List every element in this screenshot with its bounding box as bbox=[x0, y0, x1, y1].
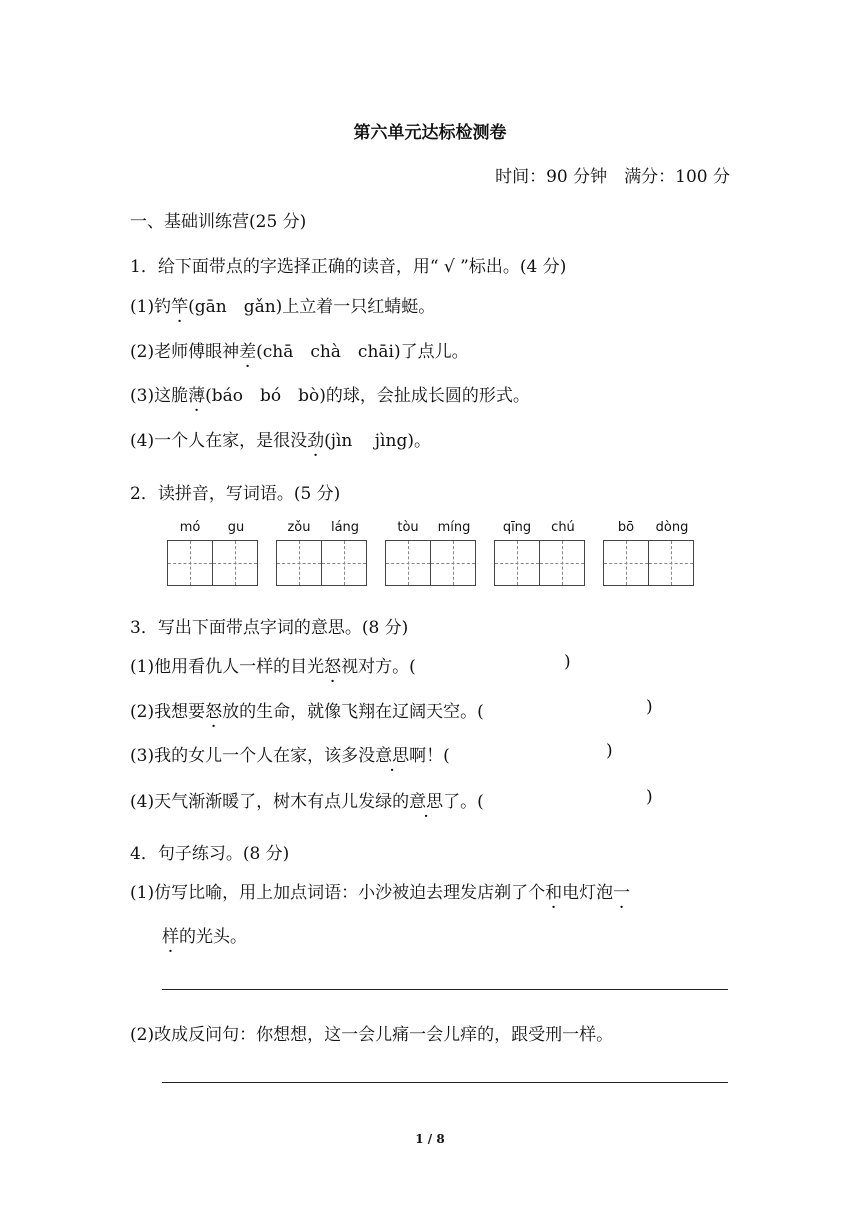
q1-item: (2)老师傅眼神差(chā chà chāi)了点儿。 bbox=[130, 342, 469, 362]
pinyin-label: qīng bbox=[502, 520, 532, 535]
answer-paren-close: ) bbox=[606, 741, 613, 761]
dotted-char: 怒 bbox=[205, 702, 223, 722]
writing-box[interactable] bbox=[539, 540, 585, 586]
writing-box[interactable] bbox=[494, 540, 540, 586]
page-title: 第六单元达标检测卷 bbox=[353, 123, 507, 143]
dotted-char: 意思 bbox=[409, 792, 444, 812]
q3-item: (4)天气渐渐暖了，树木有点儿发绿的意思了。( bbox=[130, 792, 484, 812]
pinyin-box-group[interactable] bbox=[167, 520, 259, 586]
pinyin-box-group[interactable] bbox=[276, 520, 368, 586]
writing-box[interactable] bbox=[321, 540, 367, 586]
q3-item: (3)我的女儿一个人在家，该多没意思啊！( bbox=[130, 746, 450, 766]
dotted-char: 意思 bbox=[375, 746, 410, 766]
pinyin-box-group[interactable] bbox=[603, 520, 695, 586]
dotted-char: 怒 bbox=[324, 657, 342, 677]
dotted-char: 和 bbox=[545, 883, 563, 903]
q4-item-2: (2)改成反问句：你想想，这一会儿痛一会儿痒的，跟受刑一样。 bbox=[130, 1025, 614, 1045]
q4-item-1: (1)仿写比喻，用上加点词语：小沙被迫去理发店剃了个和电灯泡一 bbox=[130, 883, 631, 903]
q1-heading: 1．给下面带点的字选择正确的读音，用“ √ ”标出。(4 分) bbox=[130, 257, 567, 277]
dotted-char: 薄 bbox=[188, 386, 206, 406]
pinyin-box-group[interactable] bbox=[385, 520, 477, 586]
time-info: 时间：90 分钟 满分：100 分 bbox=[495, 167, 730, 187]
pinyin-label: mó bbox=[179, 520, 201, 535]
writing-box[interactable] bbox=[276, 540, 322, 586]
answer-paren-close: ) bbox=[564, 652, 571, 672]
pinyin-label: láng bbox=[330, 520, 360, 535]
pinyin-label: míng bbox=[437, 520, 471, 535]
pinyin-label: dòng bbox=[655, 520, 689, 535]
q3-item: (2)我想要怒放的生命，就像飞翔在辽阔天空。( bbox=[130, 702, 484, 722]
q2-heading: 2．读拼音，写词语。(5 分) bbox=[130, 484, 341, 504]
pinyin-label: bō bbox=[617, 520, 635, 535]
writing-box[interactable] bbox=[212, 540, 258, 586]
q1-item: (4)一个人在家，是很没劲(jìn jìng)。 bbox=[130, 431, 431, 451]
page-number: 1 / 8 bbox=[415, 1132, 445, 1146]
dotted-char: 差 bbox=[239, 342, 257, 362]
answer-line[interactable] bbox=[162, 989, 728, 990]
pinyin-label: tòu bbox=[397, 520, 419, 535]
section-heading: 一、基础训练营(25 分) bbox=[130, 212, 307, 232]
dotted-char: 劲 bbox=[307, 431, 325, 451]
answer-paren-close: ) bbox=[646, 697, 653, 717]
pinyin-label: gu bbox=[227, 520, 245, 535]
pinyin-box-group[interactable] bbox=[494, 520, 586, 586]
writing-box[interactable] bbox=[603, 540, 649, 586]
writing-box[interactable] bbox=[430, 540, 476, 586]
answer-line[interactable] bbox=[162, 1082, 728, 1083]
q1-item: (1)钓竿(gān gǎn)上立着一只红蜻蜓。 bbox=[130, 297, 436, 317]
dotted-char: 竿 bbox=[171, 297, 189, 317]
dotted-char: 一 bbox=[613, 883, 631, 903]
pinyin-label: zǒu bbox=[287, 520, 311, 535]
q4-heading: 4．句子练习。(8 分) bbox=[130, 844, 290, 864]
q4-item-1-cont: 样的光头。 bbox=[162, 927, 247, 947]
answer-paren-close: ) bbox=[646, 787, 653, 807]
writing-box[interactable] bbox=[648, 540, 694, 586]
pinyin-label: chú bbox=[551, 520, 575, 535]
dotted-char: 样 bbox=[162, 927, 179, 947]
q3-item: (1)他用看仇人一样的目光怒视对方。( bbox=[130, 657, 416, 677]
q1-item: (3)这脆薄(báo bó bò)的球，会扯成长圆的形式。 bbox=[130, 386, 530, 406]
writing-box[interactable] bbox=[167, 540, 213, 586]
q3-heading: 3．写出下面带点字词的意思。(8 分) bbox=[130, 618, 409, 638]
writing-box[interactable] bbox=[385, 540, 431, 586]
